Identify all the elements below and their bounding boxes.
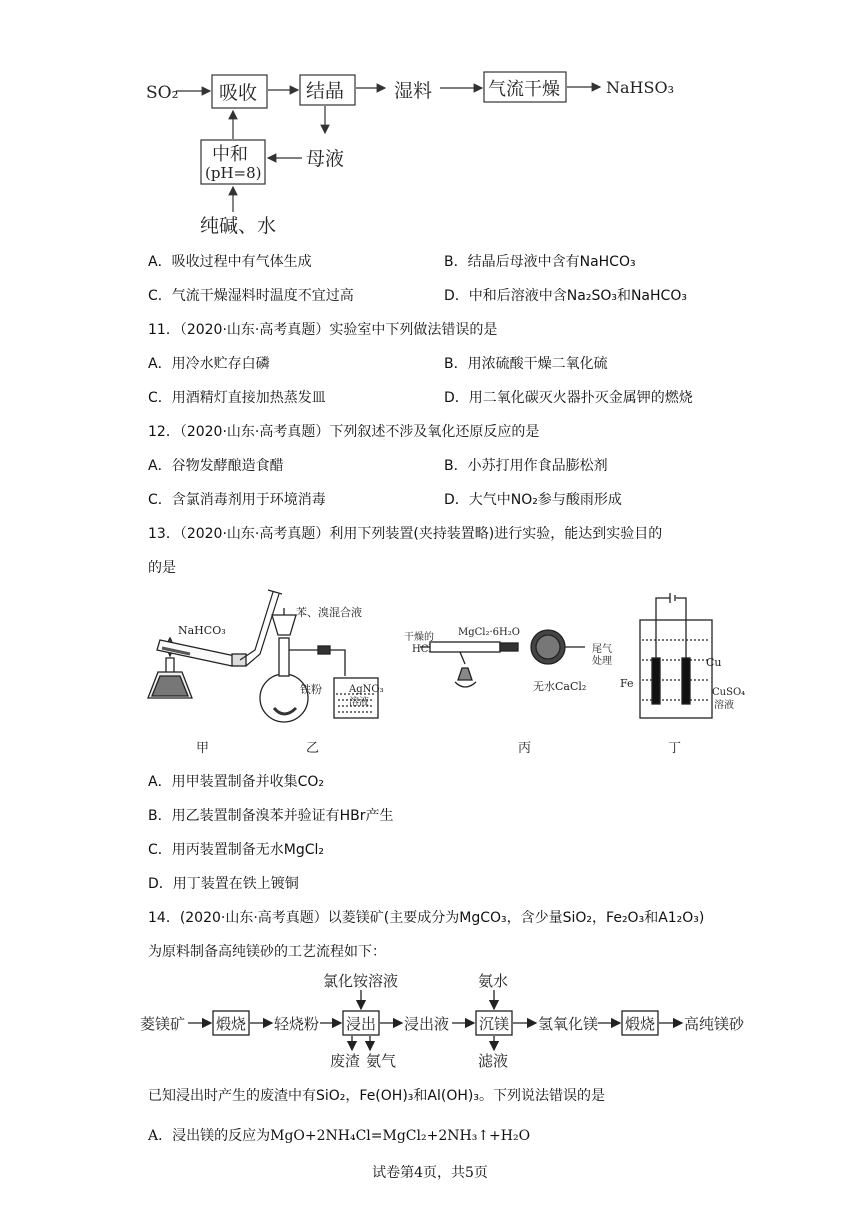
q10-option-a[interactable]: A．吸收过程中有气体生成 bbox=[148, 254, 312, 270]
q13-option-a[interactable]: A．用甲装置制备并收集CO₂ bbox=[148, 774, 324, 790]
q14-mgoh2: 氢氧化镁 bbox=[538, 1015, 599, 1033]
apparatus-bing bbox=[420, 630, 585, 687]
q12-option-a[interactable]: A．谷物发酵酿造食醋 bbox=[148, 458, 284, 474]
q11-stem: 11．（2020·山东·高考真题）实验室中下列做法错误的是 bbox=[148, 322, 498, 338]
q13-apparatus-figure bbox=[0, 580, 860, 765]
q14-waste: 废渣 bbox=[330, 1052, 361, 1070]
q11-option-a[interactable]: A．用冷水贮存白磷 bbox=[148, 356, 270, 372]
label-ding: 丁 bbox=[668, 741, 682, 756]
page-footer: 试卷第4页，共5页 bbox=[372, 1165, 488, 1181]
q12-option-d[interactable]: D．大气中NO₂参与酸雨形成 bbox=[444, 492, 622, 508]
flow1-wet: 湿料 bbox=[394, 80, 433, 102]
flow1-absorb: 吸收 bbox=[219, 82, 258, 104]
bing-hcl-label: HCl bbox=[412, 644, 432, 655]
flow1-crystallize: 结晶 bbox=[306, 80, 345, 102]
q13-option-b[interactable]: B．用乙装置制备溴苯并验证有HBr产生 bbox=[148, 808, 394, 824]
bing-tail2-label: 处理 bbox=[592, 656, 612, 667]
q14-known: 已知浸出时产生的废渣中有SiO₂，Fe(OH)₃和Al(OH)₃。下列说法错误的是 bbox=[148, 1088, 605, 1104]
q14-nh3: 氨气 bbox=[366, 1052, 397, 1070]
q14-leachate: 浸出液 bbox=[404, 1015, 450, 1033]
bing-tail1-label: 尾气 bbox=[592, 644, 612, 655]
ding-cu-label: Cu bbox=[706, 656, 722, 669]
q12-stem: 12．（2020·山东·高考真题）下列叙述不涉及氧化还原反应的是 bbox=[148, 424, 540, 440]
q13-option-c[interactable]: C．用丙装置制备无水MgCl₂ bbox=[148, 842, 325, 858]
q14-stem-line1: 14．(2020·山东·高考真题）以菱镁矿(主要成分为MgCO₃，含少量SiO₂，Fe₂O₃和A1₂O₃) bbox=[148, 910, 705, 926]
q14-calcine1: 煅烧 bbox=[216, 1015, 247, 1033]
q11-option-b[interactable]: B．用浓硫酸干燥二氧化硫 bbox=[444, 356, 608, 372]
bing-salt-label: MgCl₂·6H₂O bbox=[458, 627, 520, 638]
flow1-so2: SO₂ bbox=[146, 83, 179, 103]
q13-stem-line2: 的是 bbox=[148, 560, 176, 576]
q14-ammonia-water: 氨水 bbox=[478, 972, 509, 990]
flow1-ph: (pH=8) bbox=[205, 164, 262, 182]
q14-filtrate: 滤液 bbox=[478, 1052, 509, 1070]
apparatus-jia bbox=[148, 590, 282, 698]
flow1-neutralize: 中和 bbox=[212, 144, 248, 165]
yi-funnel-label: 苯、溴混合液 bbox=[296, 606, 362, 619]
q14-precipitate: 沉镁 bbox=[479, 1015, 510, 1033]
label-bing: 丙 bbox=[518, 741, 532, 756]
q14-leach: 浸出 bbox=[346, 1015, 377, 1033]
jia-reagent: NaHCO₃ bbox=[178, 624, 226, 637]
q14-option-a[interactable]: A．浸出镁的反应为MgO+2NH₄Cl=MgCl₂+2NH₃↑+H₂O bbox=[148, 1128, 531, 1144]
apparatus-ding bbox=[640, 593, 712, 718]
q13-option-d[interactable]: D．用丁装置在铁上镀铜 bbox=[148, 876, 299, 892]
ding-cuso4-label: CuSO₄ bbox=[712, 687, 746, 698]
q10-option-b[interactable]: B．结晶后母液中含有NaHCO₃ bbox=[444, 254, 636, 270]
yi-agno3-label: AgNO₃ bbox=[349, 684, 384, 695]
q10-option-c[interactable]: C．气流干燥湿料时温度不宜过高 bbox=[148, 288, 354, 304]
flow1-feed: 纯碱、水 bbox=[200, 215, 277, 237]
yi-solution-label: 溶液 bbox=[349, 697, 369, 708]
ding-fe-label: Fe bbox=[620, 677, 634, 690]
q14-flowchart bbox=[0, 962, 860, 1072]
q12-option-c[interactable]: C．含氯消毒剂用于环境消毒 bbox=[148, 492, 326, 508]
yi-iron-label: 铁粉 bbox=[300, 683, 322, 696]
q14-nh4cl: 氯化铵溶液 bbox=[323, 972, 399, 990]
bing-cacl2-label: 无水CaCl₂ bbox=[533, 680, 587, 693]
q11-option-c[interactable]: C．用酒精灯直接加热蒸发皿 bbox=[148, 390, 326, 406]
q14-product: 高纯镁砂 bbox=[684, 1015, 745, 1033]
q12-option-b[interactable]: B．小苏打用作食品膨松剂 bbox=[444, 458, 608, 474]
label-jia: 甲 bbox=[196, 741, 210, 756]
flow1-mother-liquor: 母液 bbox=[306, 148, 345, 170]
q14-light-powder: 轻烧粉 bbox=[274, 1015, 320, 1033]
ding-solution-label: 溶液 bbox=[714, 700, 734, 711]
q13-stem-line1: 13．（2020·山东·高考真题）利用下列装置(夹持装置略)进行实验，能达到实验目的 bbox=[148, 526, 663, 542]
q10-option-d[interactable]: D．中和后溶液中含Na₂SO₃和NaHCO₃ bbox=[444, 288, 687, 304]
q11-option-d[interactable]: D．用二氧化碳灭火器扑灭金属钾的燃烧 bbox=[444, 390, 693, 406]
q14-stem-line2: 为原料制备高纯镁砂的工艺流程如下： bbox=[148, 944, 386, 960]
bing-dry-label: 干燥的 bbox=[404, 632, 434, 643]
q10-flowchart bbox=[0, 0, 860, 250]
q14-ore: 菱镁矿 bbox=[140, 1015, 186, 1033]
flow1-product: NaHSO₃ bbox=[606, 78, 674, 97]
flow1-dry: 气流干燥 bbox=[488, 79, 560, 100]
q14-calcine2: 煅烧 bbox=[625, 1015, 656, 1033]
label-yi: 乙 bbox=[306, 741, 320, 756]
